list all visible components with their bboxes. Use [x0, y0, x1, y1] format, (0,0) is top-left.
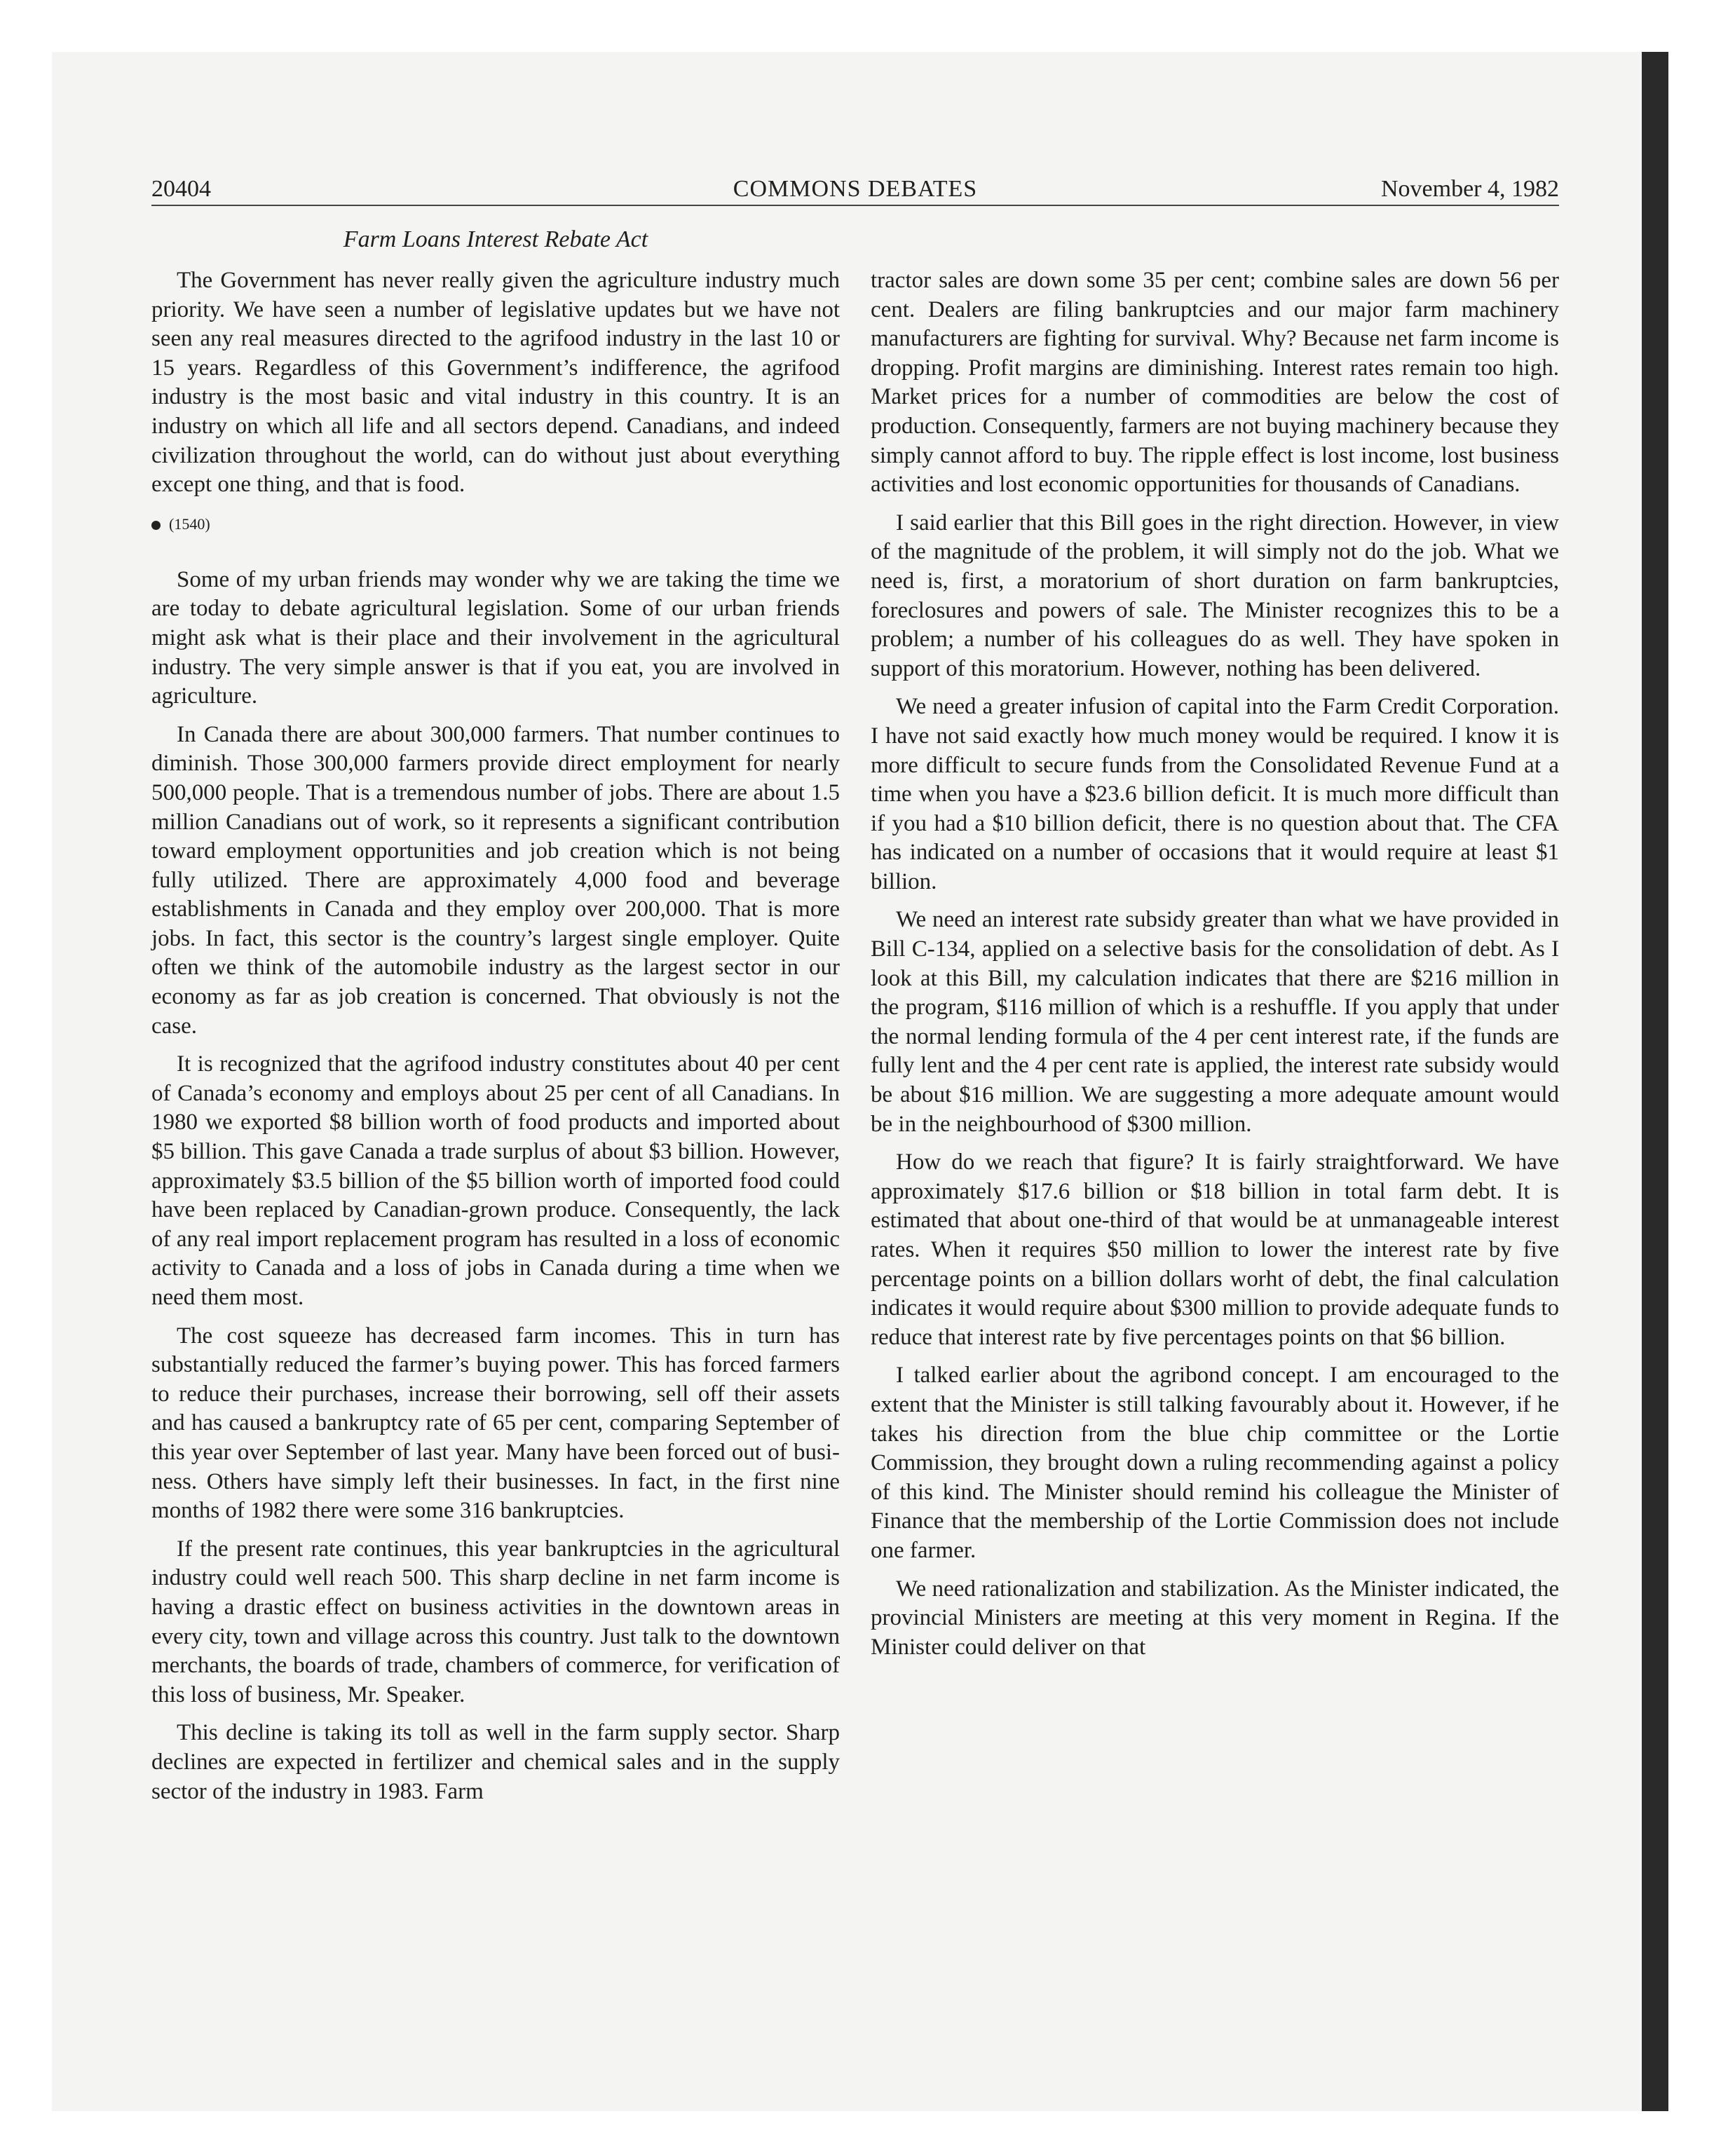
paragraph: In Canada there are about 300,000 farmers. That number continues to diminish. Those 300,000 farmers provide direct employment for nearly 500,000 people. That is a tremendous number of jobs. There are about 1.5 million Canadians out of work, so it represents a significant contribution toward employment opportunities and job creation which is not being fully utilized. There are approximately 4,000 food and beverage establishments in Canada and they employ over 200,000. That is more jobs. In fact, this sector is the country’s largest single employer. Quite often we think of the automobile industry as the largest sector in our economy as far as job creation is concerned. That obviously is not the case. — [151, 721, 840, 1039]
page-header — [151, 172, 1559, 206]
paragraph: How do we reach that figure? It is fairly straightforward. We have approximately $17.6 billion or $18 billion in total farm debt. It is estimated that about one-third of that would be at unmanageable interest rates. When it requires $50 million to lower the interest rate by five percentage points on a billion dollars worht of debt, the final calculation indicates it would require about $300 million to provide adequate funds to reduce that interest rate by five percentages points on that $6 billion. — [871, 1149, 1559, 1350]
paragraph: The cost squeeze has decreased farm incomes. This in turn has substantially reduced the farmer’s buying power. This has forced farmers to reduce their purchases, increase their borrowing, sell off their assets and has caused a bankruptcy rate of 65 per cent, comparing September of this year over September of last year. Many have been forced out of business. Others have simply left their businesses. In fact, in the first nine months of 1982 there were some 316 bankruptcies. — [151, 1323, 840, 1524]
timestamp-text: (1540) — [169, 514, 210, 533]
binding-edge — [1642, 52, 1668, 2111]
publication-date: November 4, 1982 — [1380, 176, 1559, 202]
right-column — [871, 266, 1559, 1671]
running-title: Farm Loans Interest Rebate Act — [343, 226, 648, 252]
publication-title: COMMONS DEBATES — [733, 176, 978, 202]
paragraph: I talked earlier about the agribond concept. I am encouraged to the extent that the Minister is still talking favourably about it. However, if he takes his direction from the blue chip committee or the Lortie Commission, they brought down a ruling recommending against a policy of this kind. The Minister should remind his colleague the Minister of Finance that the membership of the Lortie Commission does not include one farmer. — [871, 1363, 1559, 1563]
paragraph: The Government has never really given the agriculture industry much priority. We have seen a number of legislative updates but we have not seen any real measures directed to the agrifood industry in the last 10 or 15 years. Regardless of this Government’s indifference, the agrifood industry is the most basic and vital industry in this country. It is an industry on which all life and all sectors depend. Canadians, and indeed civilization throughout the world, can do without just about everything except one thing, and that is food. — [151, 268, 840, 498]
bullet-icon — [151, 521, 161, 530]
header-rule — [151, 205, 1559, 206]
paragraph: I said earlier that this Bill goes in the right direction. However, in view of the magnitude of the problem, it will simply not do the job. What we need is, first, a moratorium of short duration on farm bankruptcies, foreclosures and powers of sale. The Minister recognizes this to be a problem; a number of his colleagues do as well. They have spoken in support of this moratorium. However, nothing has been delivered. — [871, 510, 1559, 681]
page-number: 20404 — [151, 176, 211, 202]
paragraph: It is recognized that the agrifood industry constitutes about 40 per cent of Canada’s economy and employs about 25 per cent of all Canadians. In 1980 we exported $8 billion worth of food products and imported about $5 billion. This gave Canada a trade surplus of about $3 billion. However, approximately $3.5 billion of the $5 billion worth of imported food could have been replaced by Canadian-grown produce. Consequently, the lack of any real import replacement program has resulted in a loss of economic activity to Canada and a loss of jobs in Canada during a time when we need them most. — [151, 1051, 840, 1310]
paragraph-continuation: tractor sales are down some 35 per cent; combine sales are down 56 per cent. Dealers are filing bankruptcies and our major farm machinery manufacturers are fighting for survival. Why? Because net farm income is dropping. Profit margins are diminishing. Interest rates remain too high. Market prices for a number of commodities are below the cost of production. Consequently, farmers are not buying machinery because they simply cannot afford to buy. The ripple effect is lost income, lost business activities and lost economic opportunities for thousands of Canadians. — [871, 268, 1559, 498]
paragraph: We need a greater infusion of capital into the Farm Credit Corporation. I have not said exactly how much money would be required. I know it is more difficult to secure funds from the Consolidated Revenue Fund at a time when you have a $23.6 billion deficit. It is much more difficult than if you had a $10 billion deficit, there is no question about that. The CFA has indicated on a number of occasions that it would require at least $1 billion. — [871, 694, 1559, 894]
paragraph: If the present rate continues, this year bankruptcies in the agricultural industry could well reach 500. This sharp decline in net farm income is having a drastic effect on business activities in the downtown areas in every city, town and village across this country. Just talk to the downtown merchants, the boards of trade, chambers of commerce, for verification of this loss of business, Mr. Speaker. — [151, 1536, 840, 1707]
timestamp-marker — [151, 514, 840, 535]
left-column — [151, 266, 840, 1815]
paragraph: We need rationalization and stabilization. As the Minister indicated, the provincial Ministers are meeting at this very moment in Regina. If the Minister could deliver on that — [871, 1576, 1559, 1660]
paragraph: We need an interest rate subsidy greater than what we have provided in Bill C-134, applied on a selective basis for the consolidation of debt. As I look at this Bill, my calculation indicates that there are $216 million in the program, $116 million of which is a reshuffle. If you apply that under the normal lending formula of the 4 per cent interest rate, if the funds are fully lent and the 4 per cent rate is applied, the interest rate subsidy would be about $16 million. We are suggesting a more adequate amount would be in the neighbourhood of $300 million. — [871, 907, 1559, 1137]
paragraph: Some of my urban friends may wonder why we are taking the time we are today to debate agricultural legislation. Some of our urban friends might ask what is their place and their involvement in the agricultural industry. The very simple answer is that if you eat, you are involved in agriculture. — [151, 566, 840, 709]
paragraph: This decline is taking its toll as well in the farm supply sector. Sharp declines are expected in fertilizer and chemical sales and in the supply sector of the industry in 1983. Farm — [151, 1720, 840, 1804]
